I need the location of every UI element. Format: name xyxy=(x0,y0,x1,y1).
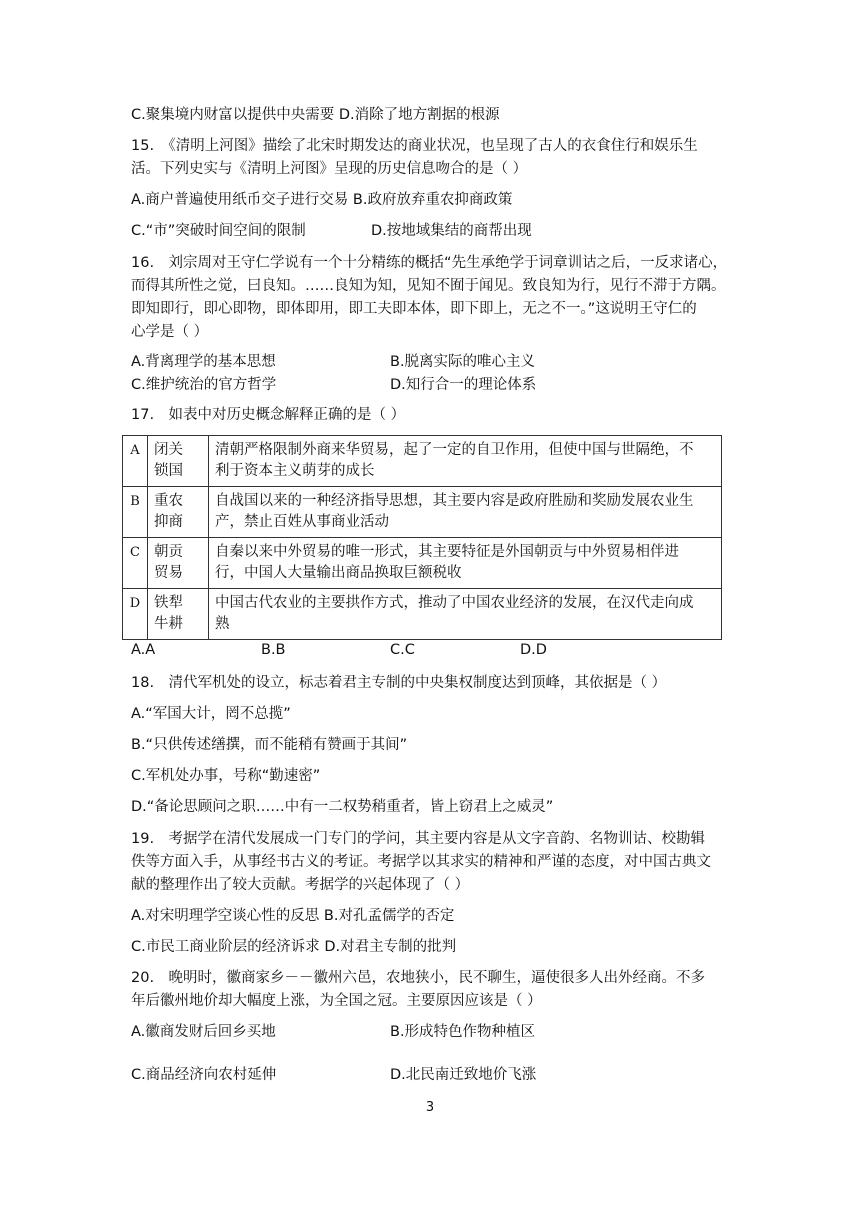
row-term: 重农 抑商 xyxy=(148,487,209,538)
q18-stem: 18. 清代军机处的设立，标志着君主专制的中央集权制度达到顶峰，其依据是（ ） xyxy=(131,675,667,691)
row-description: 中国古代农业的主要拱作方式，推动了中国农业经济的发展，在汉代走向成 熟 xyxy=(209,589,722,640)
q17-stem: 17. 如表中对历史概念解释正确的是（ ） xyxy=(131,407,406,423)
q17-option-c: C.C xyxy=(390,642,415,658)
row-letter: C xyxy=(123,538,148,589)
q15-option-c: C.“市”突破时间空间的限制 xyxy=(131,223,306,239)
q16-option-d: D.知行合一的理论体系 xyxy=(390,377,537,393)
q16-stem-line3: 即知即行，即心即物，即体即用，即工夫即本体，即下即上，无之不一。”这说明王守仁的 xyxy=(131,301,697,317)
row-description: 清朝严格限制外商来华贸易，起了一定的自卫作用，但使中国与世隔绝，不 利于资本主义萌芽的成长 xyxy=(209,436,722,487)
table-row xyxy=(123,487,722,538)
concept-table xyxy=(122,435,722,640)
q18-option-b: B.“只供传述缮撰，而不能稍有赞画于其间” xyxy=(131,737,408,753)
q18-option-a: A.“军国大计，罔不总揽” xyxy=(131,706,291,722)
row-letter: D xyxy=(123,589,148,640)
q20-option-a: A.徽商发财后回乡买地 xyxy=(131,1024,276,1040)
table-row xyxy=(123,538,722,589)
row-description: 自秦以来中外贸易的唯一形式，其主要特征是外国朝贡与中外贸易相伴进 行，中国人大量输出商品换取巨额税收 xyxy=(209,538,722,589)
q15-stem-line2: 活。下列史实与《清明上河图》呈现的历史信息吻合的是（ ） xyxy=(131,161,528,177)
q15-option-d: D.按地域集结的商帮出现 xyxy=(371,223,532,239)
row-term: 闭关 锁国 xyxy=(148,436,209,487)
q20-option-d: D.北民南迁致地价飞涨 xyxy=(390,1067,537,1083)
q15-options-ab: A.商户普遍使用纸币交子进行交易 B.政府放弃重农抑商政策 xyxy=(131,192,513,208)
row-letter: A xyxy=(123,436,148,487)
q16-option-a: A.背离理学的基本思想 xyxy=(131,354,276,370)
row-letter: B xyxy=(123,487,148,538)
page-number: 3 xyxy=(425,1100,435,1115)
q14-options-cd: C.聚集境内财富以提供中央需要 D.消除了地方割据的根源 xyxy=(131,107,500,123)
q16-stem-line4: 心学是（ ） xyxy=(131,324,209,340)
q20-option-c: C.商品经济向农村延伸 xyxy=(131,1067,277,1083)
q16-stem-line1: 16. 刘宗周对王守仁学说有一个十分精练的概括“先生承绝学于词章训诂之后，一反求诸心， xyxy=(131,255,728,271)
row-term: 朝贡 贸易 xyxy=(148,538,209,589)
q17-option-d: D.D xyxy=(520,642,547,658)
q19-stem-line3: 献的整理作出了较大贡献。考据学的兴起体现了（ ） xyxy=(131,877,470,893)
q20-stem-line1: 20. 晚明时，徽商家乡－－徽州六邑，农地狭小，民不聊生，逼使很多人出外经商。不多 xyxy=(131,970,706,986)
q16-option-c: C.维护统治的官方哲学 xyxy=(131,377,277,393)
q19-options-ab: A.对宋明理学空谈心性的反思 B.对孔孟儒学的否定 xyxy=(131,908,455,924)
q20-stem-line2: 年后徽州地价却大幅度上涨，为全国之冠。主要原因应该是（ ） xyxy=(131,993,542,1009)
q16-stem-line2: 而得其所性之觉，曰良知。……良知为知，见知不囿于闻见。致良知为行，见行不滞于方隅。 xyxy=(131,278,726,294)
q17-option-b: B.B xyxy=(261,642,286,658)
q19-stem-line1: 19. 考据学在清代发展成一门专门的学问，其主要内容是从文字音韵、名物训诂、校勘辑 xyxy=(131,831,706,847)
row-description: 自战国以来的一种经济指导思想，其主要内容是政府胜励和奖励发展农业生 产，禁止百姓从事商业活动 xyxy=(209,487,722,538)
q19-options-cd: C.市民工商业阶层的经济诉求 D.对君主专制的批判 xyxy=(131,939,457,955)
q19-stem-line2: 佚等方面入手，从事经书古义的考证。考据学以其求实的精神和严谨的态度，对中国古典文 xyxy=(131,854,711,870)
table-row xyxy=(123,436,722,487)
q20-option-b: B.形成特色作物种植区 xyxy=(390,1024,536,1040)
q17-option-a: A.A xyxy=(131,642,156,658)
row-term: 铁犁 牛耕 xyxy=(148,589,209,640)
q16-option-b: B.脱离实际的唯心主义 xyxy=(390,354,536,370)
table-row xyxy=(123,589,722,640)
q15-stem-line1: 15. 《清明上河图》描绘了北宋时期发达的商业状况，也呈现了古人的衣食住行和娱乐生 xyxy=(131,138,698,154)
q18-option-c: C.军机处办事，号称“勤速密” xyxy=(131,768,321,784)
q18-option-d: D.“备论思顾问之职……中有一二权势稍重者，皆上窃君上之威灵” xyxy=(131,799,554,815)
